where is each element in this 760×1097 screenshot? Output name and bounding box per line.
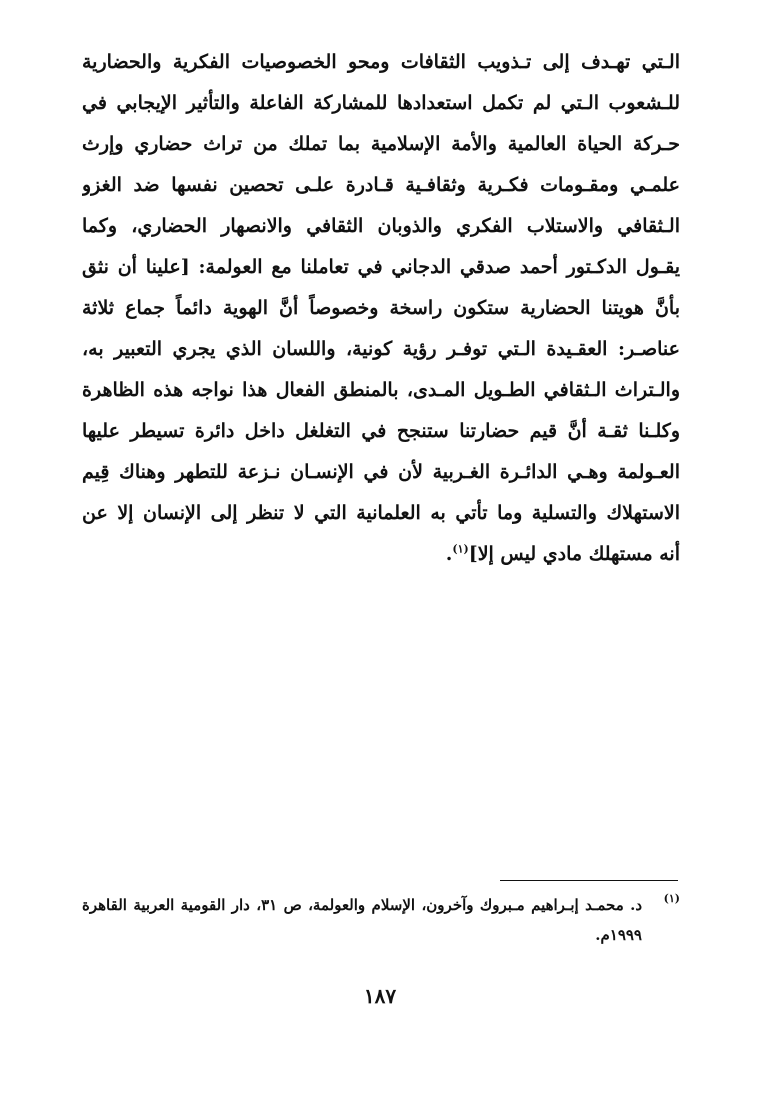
footnote-section [82, 890, 680, 950]
text-line-content: أنه مستهلك مادي ليس إلا] [468, 543, 680, 565]
final-period: . [445, 543, 453, 565]
footnote-line: د. محمـد إبـراهيم مـبروك وآخرون، الإسلام والعولمة، ص ٣١، دار القومية العربية القاهرة [82, 896, 643, 914]
text-line: بأنَّ هويتنا الحضارية ستكون راسخة وخصوصاً أنَّ الهوية دائماً جماع ثلاثة [82, 297, 680, 319]
text-line: الـثقافي والاستلاب الفكري والذوبان الثقافي والانصهار الحضاري، وكما [82, 215, 680, 237]
footnote-separator [500, 880, 678, 881]
footnote-reference[interactable]: (١) [452, 542, 469, 556]
text-line: وكلـنا ثقـة أنَّ قيم حضارتنا ستنجح في التغلغل داخل دائرة تسيطر عليها [82, 420, 680, 442]
text-line: الاستهلاك والتسلية وما تأتي به العلمانية التي لا تنظر إلى الإنسان إلا عن [82, 502, 680, 524]
text-line: عناصـر: العقـيدة الـتي توفـر رؤية كونية، واللسان الذي يجري التعبير به، [82, 338, 680, 360]
body-paragraph [82, 42, 680, 575]
text-line: حـركة الحياة العالمية والأمة الإسلامية بما تملك من تراث حضاري وإرث [82, 133, 680, 155]
footnote-marker: (١) [663, 892, 680, 905]
text-line: والـتراث الـثقافي الطـويل المـدى، بالمنطق الفعال هذا نواجه هذه الظاهرة [82, 379, 680, 401]
text-line: للـشعوب الـتي لم تكمل استعدادها للمشاركة الفاعلة والتأثير الإيجابي في [82, 92, 680, 114]
footnote-line: ١٩٩٩م. [595, 926, 642, 944]
text-line: علمـي ومقـومات فكـرية وثقافـية قـادرة علـى تحصين نفسها ضد الغزو [82, 174, 680, 196]
text-line-last [82, 534, 680, 575]
page-number: ١٨٧ [363, 984, 397, 1008]
text-line: الـتي تهـدف إلى تـذويب الثقافات ومحو الخصوصيات الفكرية والحضارية [82, 51, 680, 73]
text-line: يقـول الدكـتور أحمد صدقي الدجاني في تعاملنا مع العولمة: [علينا أن نثق [82, 256, 680, 278]
text-line: العـولمة وهـي الدائـرة الغـربية لأن في الإنسـان نـزعة للتطهر وهناك قِيم [82, 461, 680, 483]
